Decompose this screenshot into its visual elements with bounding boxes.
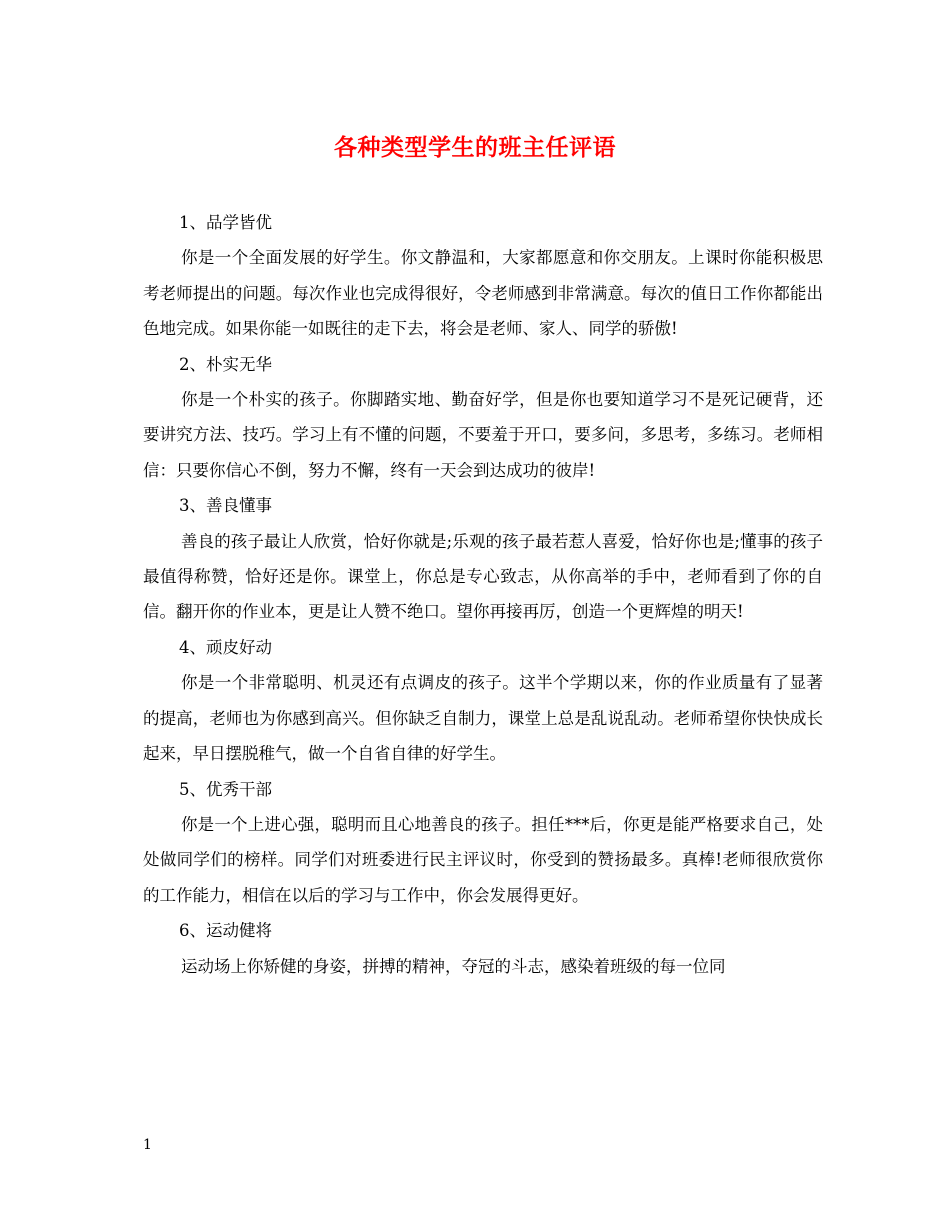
- page-title: 各种类型学生的班主任评语: [334, 134, 616, 161]
- section-heading-4: 4、顽皮好动: [179, 637, 272, 657]
- section-paragraph-2: 你是一个朴实的孩子。你脚踏实地、勤奋好学，但是你也要知道学习不是死记硬背，还要讲究方法、技巧。学习上有不懂的问题，不要羞于开口，要多问，多思考，多练习。老师相信：只要你信心不倒，努力不懈，终有一天会到达成功的彼岸!: [143, 390, 823, 480]
- section-paragraph-3: 善良的孩子最让人欣赏，恰好你就是;乐观的孩子最若惹人喜爱，恰好你也是;懂事的孩子最值得称赞，恰好还是你。课堂上，你总是专心致志，从你高举的手中，老师看到了你的自信。翻开你的作业本，更是让人赞不绝口。望你再接再厉，创造一个更辉煌的明天!: [143, 531, 823, 622]
- section-heading-3: 3、善良懂事: [179, 496, 272, 516]
- section-paragraph-1: 你是一个全面发展的好学生。你文静温和，大家都愿意和你交朋友。上课时你能积极思考老师提出的问题。每次作业也完成得很好，令老师感到非常满意。每次的值日工作你都能出色地完成。如果你能一如既往的走下去，将会是老师、家人、同学的骄傲!: [143, 248, 823, 339]
- page-number: 1: [143, 1137, 152, 1153]
- section-heading-2: 2、朴实无华: [179, 354, 272, 374]
- section-heading-1: 1、品学皆优: [179, 213, 272, 232]
- section-paragraph-4: 你是一个非常聪明、机灵还有点调皮的孩子。这半个学期以来，你的作业质量有了显著的提高，老师也为你感到高兴。但你缺乏自制力，课堂上总是乱说乱动。老师希望你快快成长起来，早日摆脱稚气，做一个自省自律的好学生。: [143, 673, 823, 764]
- section-heading-6: 6、运动健将: [179, 921, 272, 941]
- section-paragraph-6: 运动场上你矫健的身姿，拼搏的精神，夺冠的斗志，感染着班级的每一位同: [181, 956, 726, 976]
- section-heading-5: 5、优秀干部: [179, 779, 272, 799]
- section-paragraph-5: 你是一个上进心强，聪明而且心地善良的孩子。担任***后，你更是能严格要求自己，处处做同学们的榜样。同学们对班委进行民主评议时，你受到的赞扬最多。真棒!老师很欣赏你的工作能力，相信在以后的学习与工作中，你会发展得更好。: [143, 814, 823, 905]
- document-body: [143, 205, 823, 984]
